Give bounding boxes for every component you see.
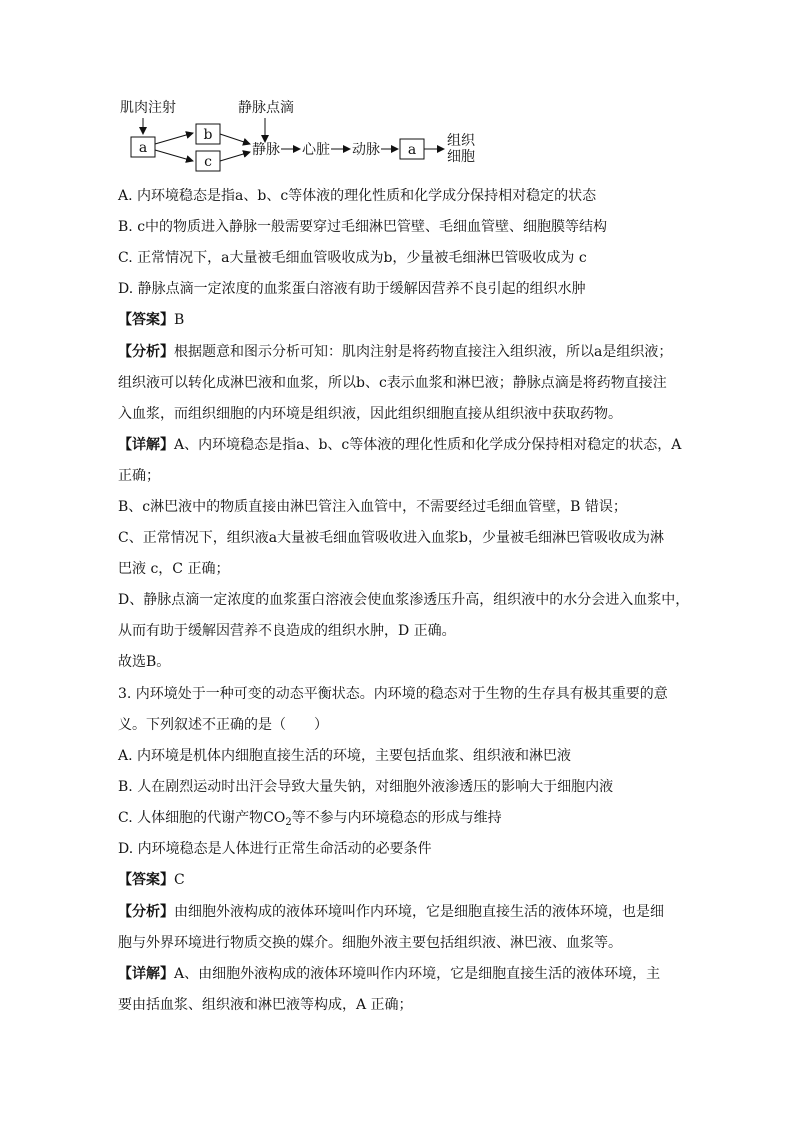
q2-detail-line-2: 正确；	[118, 468, 160, 484]
body-fluid-diagram	[0, 0, 794, 175]
q3-stem-line-1: 3. 内环境处于一种可变的动态平衡状态。内环境的稳态对于生物的生存具有极其重要的意	[118, 686, 668, 702]
q3-analysis-label: 【分析】	[118, 904, 174, 920]
arrow-a-to-c	[155, 150, 193, 161]
q2-detail-label: 【详解】	[118, 437, 174, 453]
node-artery: 动脉	[352, 142, 380, 158]
node-heart: 心脏	[302, 142, 330, 158]
arrow-c-to-vein	[220, 152, 250, 161]
q2-option-b: B. c中的物质进入静脉一般需要穿过毛细淋巴管壁、毛细血管壁、细胞膜等结构	[118, 219, 608, 235]
q2-detail-line-1	[118, 435, 738, 455]
q3-answer	[118, 870, 738, 890]
q3-analysis-text-1: 由细胞外液构成的液体环境叫作内环境，它是细胞直接生活的液体环境，也是细	[174, 904, 664, 920]
q2-detail-line-4: C、正常情况下，组织液a大量被毛细血管吸收进入血浆b，少量被毛细淋巴管吸收成为淋	[118, 530, 665, 546]
box-a-right-label: a	[407, 142, 417, 158]
q2-analysis-line-3: 入血浆，而组织细胞的内环境是组织液，因此组织细胞直接从组织液中获取药物。	[118, 406, 622, 422]
q2-option-d: D. 静脉点滴一定浓度的血浆蛋白溶液有助于缓解因营养不良引起的组织水肿	[118, 281, 586, 297]
q2-analysis-label: 【分析】	[118, 344, 174, 360]
q3-stem-line-2: 义。下列叙述不正确的是（ ）	[118, 717, 328, 733]
q2-detail-line-6: D、静脉点滴一定浓度的血浆蛋白溶液会使血浆渗透压升高，组织液中的水分会进入血浆中，	[118, 592, 690, 608]
q3-detail-line-2: 要由括血浆、组织液和淋巴液等构成，A 正确；	[118, 997, 413, 1013]
q2-detail-line-5: 巴液 c，C 正确；	[118, 561, 230, 577]
q2-option-a: A. 内环境稳态是指a、b、c等体液的理化性质和化学成分保持相对稳定的状态	[118, 188, 597, 204]
arrow-a-to-b	[155, 133, 193, 144]
box-b-label: b	[203, 127, 213, 143]
q3-option-c	[118, 808, 738, 833]
box-c-label: c	[204, 154, 212, 170]
q2-answer	[118, 310, 738, 330]
label-intramuscular-injection: 肌肉注射	[120, 100, 176, 116]
q3-answer-value: C	[174, 872, 185, 888]
box-a-left-label: a	[138, 140, 148, 156]
q3-option-b: B. 人在剧烈运动时出汗会导致大量失钠，对细胞外液渗透压的影响大于细胞内液	[118, 779, 614, 795]
arrow-b-to-vein	[220, 134, 250, 144]
label-iv-drip: 静脉点滴	[238, 100, 294, 116]
q2-analysis-line-2: 组织液可以转化成淋巴液和血浆，所以b、c表示血浆和淋巴液；静脉点滴是将药物直接注	[118, 375, 667, 391]
q2-detail-text-1: A、内环境稳态是指a、b、c等体液的理化性质和化学成分保持相对稳定的状态，A	[174, 437, 682, 453]
q3-option-a: A. 内环境是机体内细胞直接生活的环境，主要包括血浆、组织液和淋巴液	[118, 748, 572, 764]
q2-analysis-line-1	[118, 342, 738, 362]
q3-detail-label: 【详解】	[118, 966, 174, 982]
q3-detail-text-1: A、由细胞外液构成的液体环境叫作内环境，它是细胞直接生活的液体环境，主	[174, 966, 661, 982]
q3-analysis-line-2: 胞与外界环境进行物质交换的媒介。细胞外液主要包括组织液、淋巴液、血浆等。	[118, 935, 622, 951]
q3-analysis-line-1	[118, 902, 738, 922]
node-tissue-cell-line1: 组织	[447, 133, 475, 149]
q3-option-c-text-end: 等不参与内环境稳态的形成与维持	[291, 810, 502, 826]
q2-detail-line-3: B、c淋巴液中的物质直接由淋巴管注入血管中，不需要经过毛细血管壁，B 错误；	[118, 499, 627, 515]
node-tissue-cell-line2: 细胞	[447, 149, 475, 165]
q2-detail-line-7: 从而有助于缓解因营养不良造成的组织水肿，D 正确。	[118, 623, 456, 639]
q2-option-c: C. 正常情况下，a大量被毛细血管吸收成为b，少量被毛细淋巴管吸收成为 c	[118, 250, 587, 266]
q2-conclusion: 故选B。	[118, 654, 171, 670]
q2-answer-label: 【答案】	[118, 312, 174, 328]
q2-answer-value: B	[174, 312, 185, 328]
q2-analysis-text-1: 根据题意和图示分析可知：肌肉注射是将药物直接注入组织液，所以a是组织液；	[174, 344, 673, 360]
q3-option-c-subscript: 2	[285, 817, 292, 828]
node-vein: 静脉	[252, 142, 280, 158]
q3-option-d: D. 内环境稳态是人体进行正常生命活动的必要条件	[118, 841, 432, 857]
q3-detail-line-1	[118, 964, 738, 984]
q3-option-c-text: C. 人体细胞的代谢产物CO	[118, 810, 286, 826]
q3-answer-label: 【答案】	[118, 872, 174, 888]
